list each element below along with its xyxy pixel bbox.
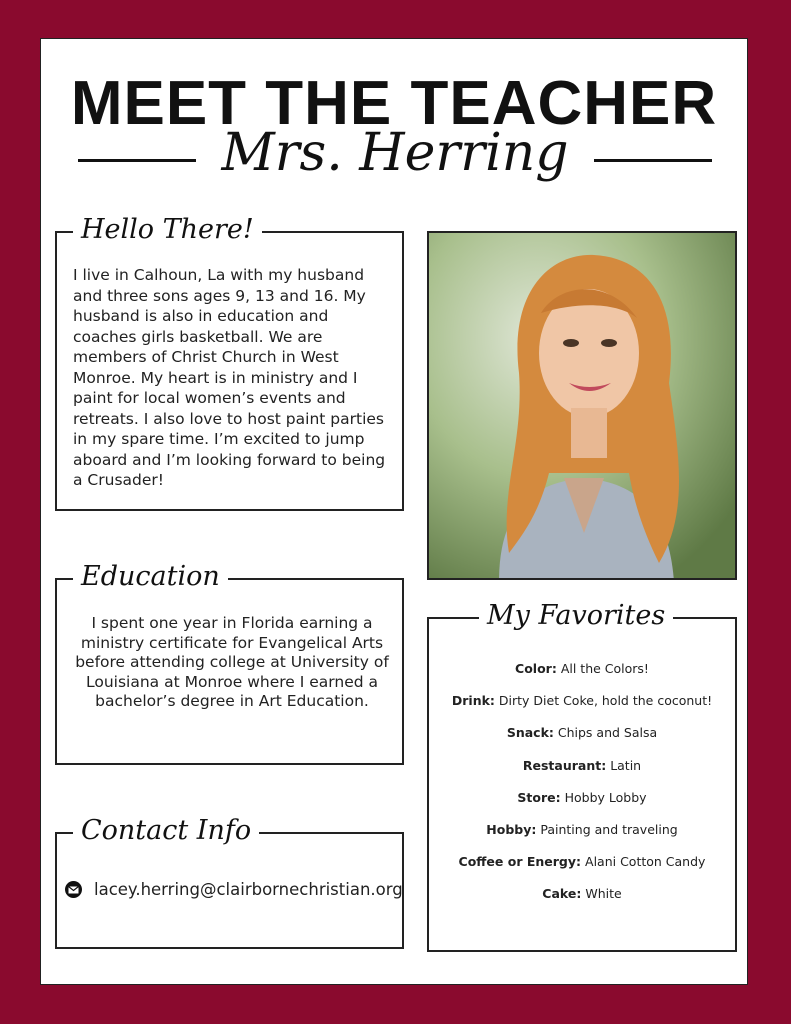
flyer-page (40, 38, 748, 985)
favorite-key: Color: (515, 661, 557, 676)
favorite-item (429, 850, 735, 882)
favorite-value: Alani Cotton Candy (585, 854, 706, 870)
education-text: I spent one year in Florida earning a ministry certificate for Evangelical Arts before attending college at University of Louisiana at Monroe where I earned a bachelor’s degree in Art Education. (75, 614, 389, 710)
favorite-key: Snack: (506, 725, 554, 741)
hello-section (55, 214, 404, 511)
favorite-item (429, 786, 735, 818)
favorite-key: Coffee or Energy: (458, 854, 582, 870)
teacher-name: Mrs. Herring (221, 123, 569, 183)
hello-text: I live in Calhoun, La with my husband and three sons ages 9, 13 and 16. My husband is also in education and coaches girls basketball. We are members of Christ Church in West Monroe. My heart is in ministry and I paint for local women’s events and retreats. I also love to host paint parties in my spare time. I’m excited to jump aboard and I’m looking forward to being a Crusader! (73, 266, 386, 489)
favorite-value: Latin (610, 757, 642, 773)
favorites-heading: My Favorites (479, 599, 673, 633)
favorite-key: Drink: (451, 693, 495, 709)
favorite-value: Dirty Diet Coke, hold the coconut! (498, 693, 713, 709)
favorite-item (429, 882, 735, 914)
favorite-key: Cake: (542, 886, 582, 902)
favorite-item (429, 721, 735, 753)
divider-right (594, 159, 712, 162)
favorite-value: Chips and Salsa (557, 725, 658, 741)
teacher-photo (427, 231, 737, 580)
favorite-item (429, 657, 735, 689)
favorite-value: Hobby Lobby (564, 789, 647, 805)
portrait-image (429, 233, 737, 580)
page-title: MEET THE TEACHER (70, 69, 718, 138)
favorite-item (429, 754, 735, 786)
contact-section (55, 815, 404, 949)
favorites-section (427, 600, 737, 952)
favorite-value: White (585, 886, 622, 902)
contact-email[interactable]: lacey.herring@clairbornechristian.org (94, 880, 403, 899)
divider-left (78, 159, 196, 162)
favorite-key: Store: (517, 789, 561, 805)
favorite-key: Hobby: (486, 821, 537, 837)
education-heading: Education (73, 560, 228, 594)
favorite-item (429, 689, 735, 721)
favorites-list (429, 657, 735, 915)
favorite-key: Restaurant: (522, 757, 607, 773)
contact-heading: Contact Info (73, 814, 259, 848)
mail-icon (65, 881, 82, 898)
education-section (55, 561, 404, 765)
favorite-item (429, 818, 735, 850)
favorite-value: All the Colors! (560, 661, 649, 676)
hello-heading: Hello There! (73, 213, 262, 247)
contact-email-row (65, 880, 403, 899)
favorite-value: Painting and traveling (540, 821, 678, 837)
